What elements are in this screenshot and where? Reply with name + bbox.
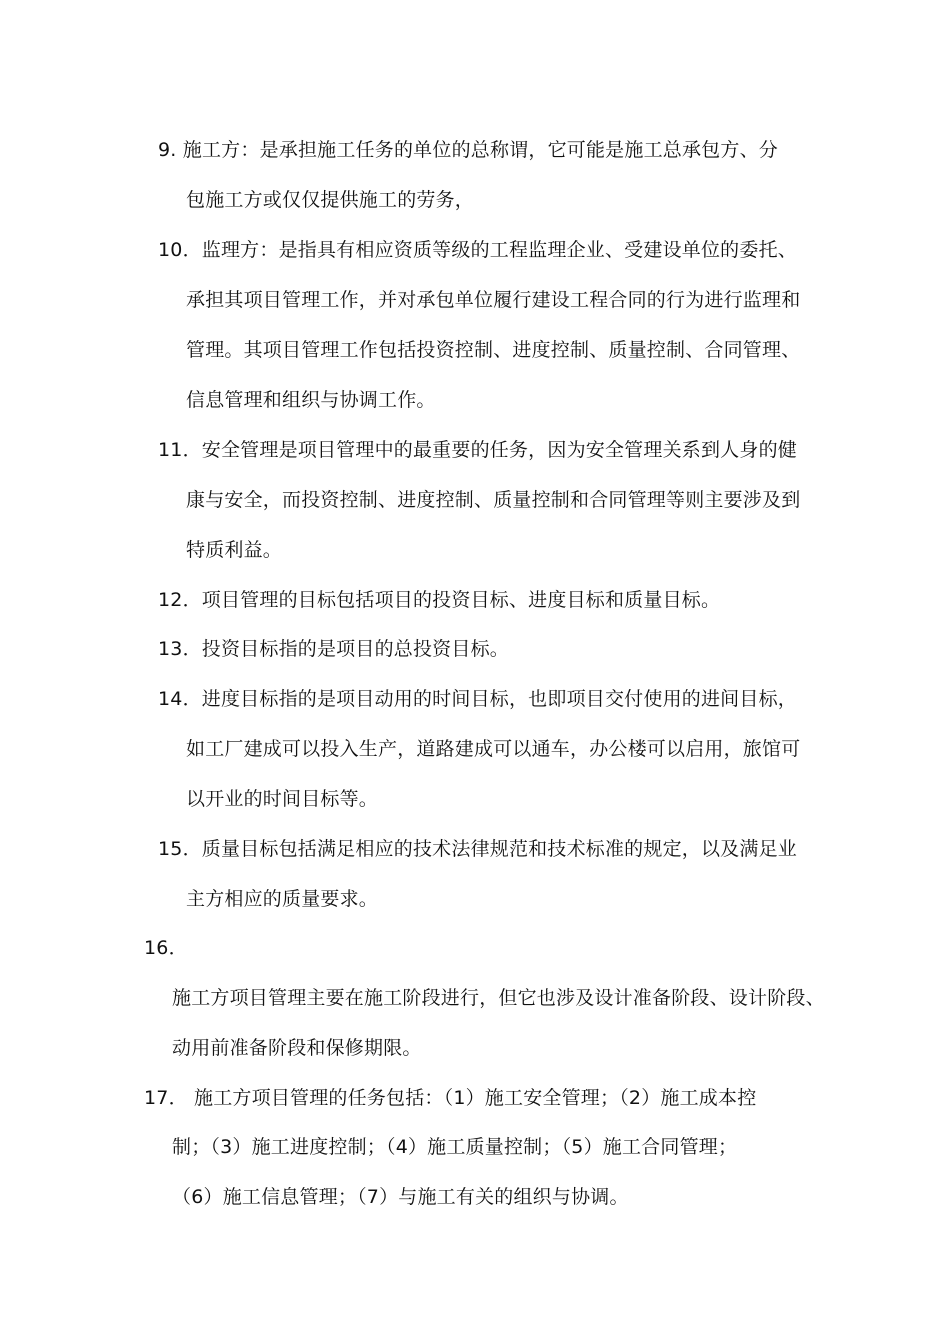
item-10-line-4: 信息管理和组织与协调工作。	[186, 389, 436, 411]
item-14-line-1: 14．进度目标指的是项目动用的时间目标，也即项目交付使用的进间目标，	[158, 688, 797, 710]
item-16-line-2: 动用前准备阶段和保修期限。	[172, 1037, 422, 1059]
item-16-number: 16．	[144, 937, 188, 959]
item-17-line-3: （6）施工信息管理；（7）与施工有关的组织与协调。	[172, 1186, 629, 1208]
item-11-line-1: 11．安全管理是项目管理中的最重要的任务，因为安全管理关系到人身的健	[158, 439, 797, 461]
item-14-line-3: 以开业的时间目标等。	[186, 788, 379, 810]
item-11-line-3: 特质利益。	[186, 539, 283, 561]
item-10-line-1: 10．监理方：是指具有相应资质等级的工程监理企业、受建设单位的委托、	[158, 239, 797, 261]
item-16-line-1: 施工方项目管理主要在施工阶段进行，但它也涉及设计准备阶段、设计阶段、	[172, 987, 825, 1009]
item-14-line-2: 如工厂建成可以投入生产，道路建成可以通车，办公楼可以启用，旅馆可	[186, 738, 801, 760]
item-11-line-2: 康与安全，而投资控制、进度控制、质量控制和合同管理等则主要涉及到	[186, 489, 801, 511]
item-17-line-2: 制；（3）施工进度控制；（4）施工质量控制；（5）施工合同管理；	[172, 1136, 738, 1158]
item-10-line-2: 承担其项目管理工作，并对承包单位履行建设工程合同的行为进行监理和	[186, 289, 801, 311]
item-12-line-1: 12．项目管理的目标包括项目的投资目标、进度目标和质量目标。	[158, 589, 721, 611]
item-9-line-2: 包施工方或仅仅提供施工的劳务，	[186, 189, 475, 211]
item-13-line-1: 13．投资目标指的是项目的总投资目标。	[158, 638, 509, 660]
item-10-line-3: 管理。其项目管理工作包括投资控制、进度控制、质量控制、合同管理、	[186, 339, 801, 361]
item-17-line-1: 17． 施工方项目管理的任务包括：（1）施工安全管理；（2）施工成本控	[144, 1087, 757, 1109]
item-15-line-1: 15．质量目标包括满足相应的技术法律规范和技术标准的规定，以及满足业	[158, 838, 797, 860]
item-9-line-1: 9. 施工方：是承担施工任务的单位的总称谓，它可能是施工总承包方、分	[158, 139, 778, 161]
item-15-line-2: 主方相应的质量要求。	[186, 888, 379, 910]
